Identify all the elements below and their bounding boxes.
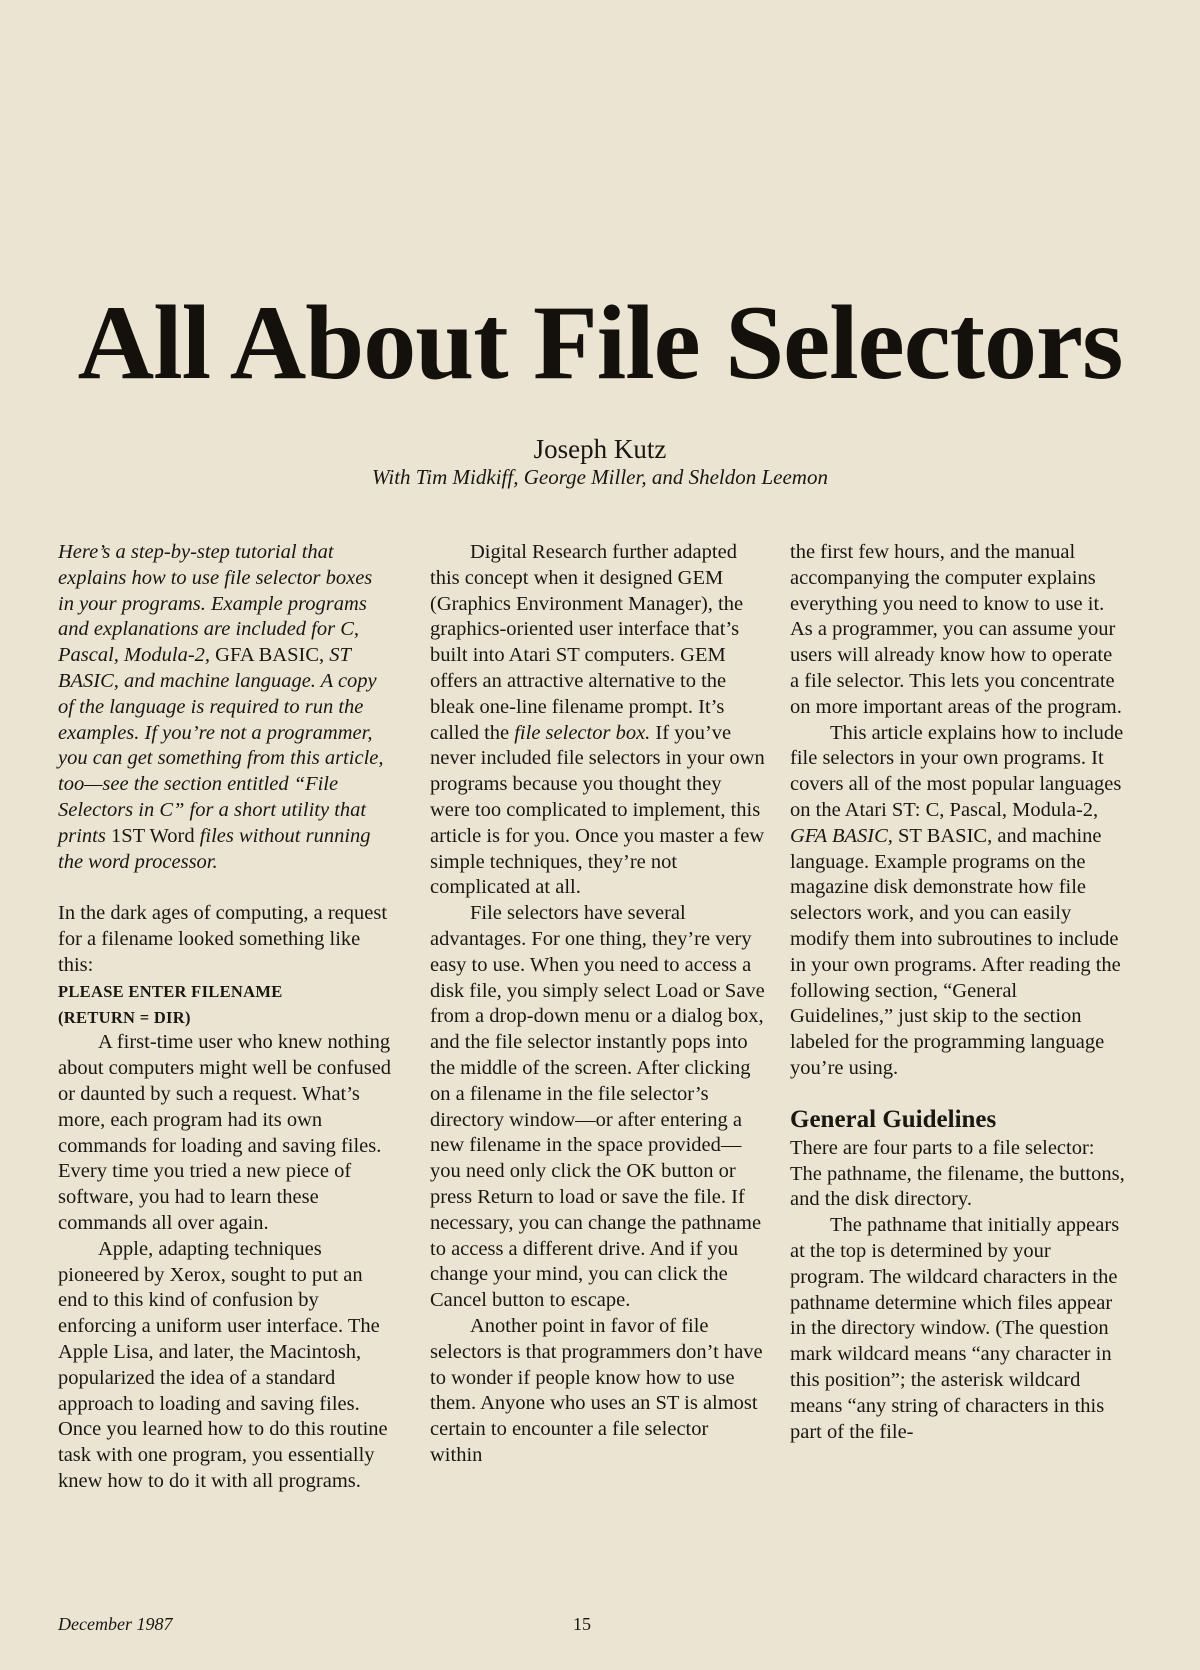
body-paragraph: the first few hours, and the manual accompanying the computer explains everything you need to know to use it. As a programmer, you can assume your users will already know how to operate a file selector. This lets you concentrate on more important areas of the program. <box>790 541 1122 718</box>
column-3 <box>790 540 1125 1445</box>
body-text: This article explains how to include file selectors in your own programs. It covers all of the most popular languages on the Atari ST: C, Pascal, Modula-2, <box>790 721 1124 821</box>
emphasis-text: file selector box. <box>514 721 651 744</box>
deck-text-5: files without running the word processor. <box>58 824 371 873</box>
body-paragraph <box>790 721 1125 1082</box>
deck-text-3: ST BASIC, and machine language. A copy of the language is required to run the examples. If you’re not a programmer, you can get something from this article, too—see the section entitled “File Selectors in C” for a short utility that prints <box>58 644 384 847</box>
body-paragraph <box>430 540 765 901</box>
column-1 <box>58 540 393 1495</box>
body-paragraph: Apple, adapting techniques pioneered by Xerox, sought to put an end to this kind of confusion by enforcing a uniform user interface. The Apple Lisa, and later, the Macintosh, popularized the idea of a standard approach to loading and saving files. Once you learned how to do this routine task with one program, you essentially knew how to do it with all programs. <box>58 1237 388 1492</box>
page-number: 15 <box>573 1614 591 1634</box>
body-text: If you’ve never included file selectors in your own programs because you thought they were too complicated to implement, this article is for you. Once you master a few simple techniques, they’re not complicated at all. <box>430 721 765 899</box>
body-text: ST BASIC, and machine language. Example programs on the magazine disk demonstrate how file selectors work, and you can easily modify them into subroutines to include in your own programs. After reading the following section, “General Guidelines,” just skip to the section labeled for the programming language you’re using. <box>790 824 1121 1079</box>
body-text: Digital Research further adapted this concept when it designed GEM (Graphics Environment Manager), the graphics-oriented user interface that’s built into Atari ST computers. GEM offers an attractive alternative to the bleak one-line filename prompt. It’s called the <box>430 541 744 744</box>
deck-text-1: Here’s a step-by-step tutorial that explains how to use file selector boxes in your programs. Example programs and explanations are included for C, Pascal, Modula-2, <box>58 541 373 667</box>
body-paragraph: File selectors have several advantages. For one thing, they’re very easy to use. When you need to access a disk file, you simply select Load or Save from a drop-down menu or a dialog box, and the file selector instantly pops into the middle of the screen. After clicking on a filename in the file selector’s directory window—or after entering a new filename in the space provided—you need only click the OK button or press Return to load or save the file. If necessary, you can change the pathname to access a different drive. And if you change your mind, you can click the Cancel button to escape. <box>430 902 765 1312</box>
column-2 <box>430 540 765 1469</box>
section-heading: General Guidelines <box>790 1105 997 1133</box>
body-paragraph: The pathname that initially appears at the top is determined by your program. The wildcard characters in the pathname determine which files appear in the directory window. (The question mark wildcard means “any character in this position”; the asterisk wildcard means “any string of characters in this part of the file- <box>790 1214 1120 1443</box>
article-title: All About File Selectors <box>77 284 1123 401</box>
prompt-example-line-2: (RETURN = DIR) <box>58 1007 191 1027</box>
deck-text-4: 1ST Word <box>110 824 195 847</box>
contributors-byline: With Tim Midkiff, George Miller, and Sheldon Leemon <box>372 465 828 489</box>
body-paragraph: In the dark ages of computing, a request for a filename looked something like this: <box>58 902 388 976</box>
prompt-example-line-1: PLEASE ENTER FILENAME <box>58 981 283 1001</box>
issue-date: December 1987 <box>58 1614 173 1634</box>
body-paragraph: Another point in favor of file selectors is that programmers don’t have to wonder if people know how to use them. Anyone who uses an ST is almost certain to encounter a file selector within <box>430 1314 763 1466</box>
body-paragraph: A first-time user who knew nothing about computers might well be confused or daunted by such a request. What’s more, each program had its own commands for loading and saving files. Every time you tried a new piece of software, you had to learn these commands all over again. <box>58 1031 392 1234</box>
author-name: Joseph Kutz <box>533 434 667 464</box>
emphasis-text: GFA BASIC, <box>790 824 893 847</box>
body-paragraph: There are four parts to a file selector: The pathname, the filename, the buttons, and the disk directory. <box>790 1136 1125 1211</box>
deck-text-2: GFA BASIC, <box>215 644 325 667</box>
article-deck <box>58 540 393 875</box>
